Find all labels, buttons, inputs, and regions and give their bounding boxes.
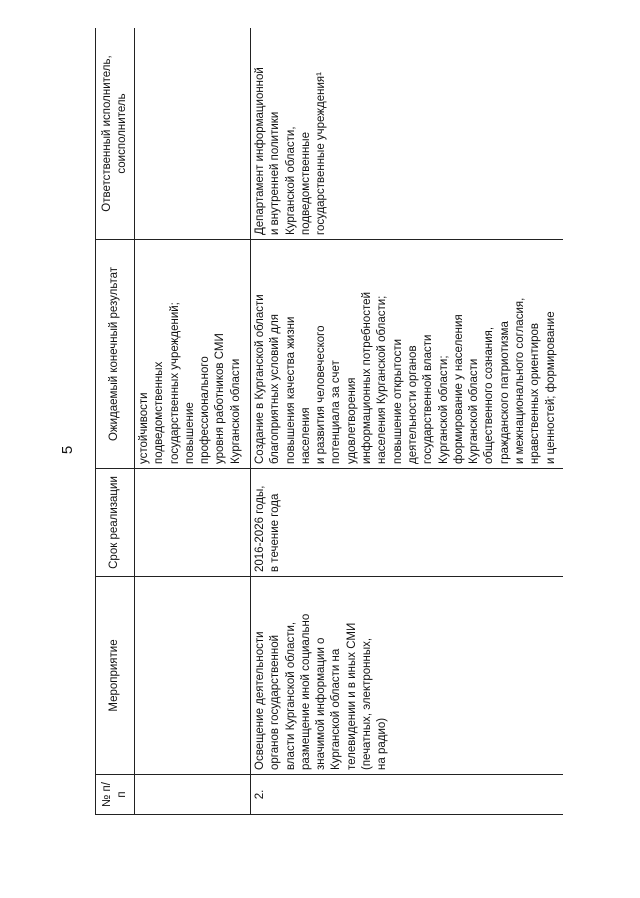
row2-term-line: 2016-2026 годы, (254, 485, 266, 572)
row2-result-line: населения (299, 407, 312, 464)
row1-result-line: устойчивости (138, 392, 150, 464)
page-number: 5 (59, 445, 76, 455)
row2-executor-line: подведомственные (299, 132, 312, 235)
row2-result-line: удовлетворения (345, 377, 358, 464)
row2-event-line: (печатных, электронных, (361, 637, 374, 770)
header-term: Срок реализации (96, 469, 135, 577)
row2-result-line: деятельности органов (406, 345, 419, 464)
row2-result (251, 240, 564, 469)
row2-executor-line: государственные учреждения¹ (315, 72, 328, 235)
header-result: Ожидаемый конечный результат (96, 240, 135, 469)
row2-result-line: повышение открытости (391, 338, 404, 464)
row2-result-line: государственной власти (422, 334, 435, 464)
row2-num: 2. (251, 775, 564, 815)
row1-result-line: подведомственных (153, 361, 166, 464)
row1-result-line: уровня работников СМИ (214, 333, 227, 464)
header-event: Мероприятие (96, 577, 135, 775)
row2-result-line: благоприятных условий для (269, 313, 282, 464)
row2-result-line: формирование у населения (452, 314, 465, 464)
row2-result-line: повышения качества жизни (284, 316, 297, 464)
row2-result-line: Создание в Курганской области (254, 294, 266, 464)
row1-result-line: Курганской области (229, 358, 242, 464)
row2-event-line: власти Курганской области, (284, 621, 297, 770)
row2-event-line: телевидении и в иных СМИ (345, 622, 358, 770)
row2-result-line: потенциала за счет (330, 360, 343, 464)
row2-result-line: гражданского патриотизма (498, 321, 511, 464)
row2-event-line: размещение иной социально (299, 613, 312, 770)
row2-result-line: информационных потребностей (361, 292, 374, 464)
table-row-2 (251, 28, 564, 815)
row2-result-line: и межнационального согласия, (514, 297, 527, 464)
row2-event-line: Освещение деятельности (254, 631, 266, 770)
row1-result (135, 240, 251, 469)
table-row-continued (135, 28, 251, 815)
row2-result-line: населения Курганской области; (376, 295, 389, 464)
row1-event (135, 577, 251, 775)
row1-result-line: государственных учреждений; (168, 302, 181, 464)
row2-event-line: органов государственной (269, 634, 282, 770)
row2-executor-line: Департамент информационной (254, 67, 266, 235)
row1-executor (135, 28, 251, 240)
header-executor: Ответственный исполнитель, соисполнитель (96, 28, 135, 240)
row2-event (251, 577, 564, 775)
table-container (95, 28, 563, 815)
row2-executor (251, 28, 564, 240)
row1-result-line: повышение (183, 402, 196, 464)
plan-table (95, 28, 563, 815)
header-num: № п/п (96, 775, 135, 815)
row2-result-line: общественного сознания, (483, 326, 496, 464)
row1-term (135, 469, 251, 577)
row2-event-line: на радио) (376, 717, 389, 770)
row1-result-line: профессионального (199, 356, 212, 464)
rotated-table-frame (95, 28, 563, 815)
row2-result-line: Курганской области; (437, 355, 450, 464)
row2-result-line: и развития человеческого (315, 325, 328, 464)
row2-event-line: Курганской области на (330, 648, 343, 770)
row2-result-line: Курганской области (468, 358, 481, 464)
row1-num (135, 775, 251, 815)
row2-result-line: нравственных ориентиров (529, 323, 542, 464)
row2-result-line: и ценностей; формирование (544, 311, 557, 464)
row2-executor-line: и внутренней политики (269, 111, 282, 235)
row2-term-line: в течение года (269, 493, 282, 572)
row2-event-line: значимой информации о (315, 637, 328, 770)
row2-executor-line: Курганской области, (284, 126, 297, 235)
row2-term (251, 469, 564, 577)
header-row (96, 28, 135, 815)
